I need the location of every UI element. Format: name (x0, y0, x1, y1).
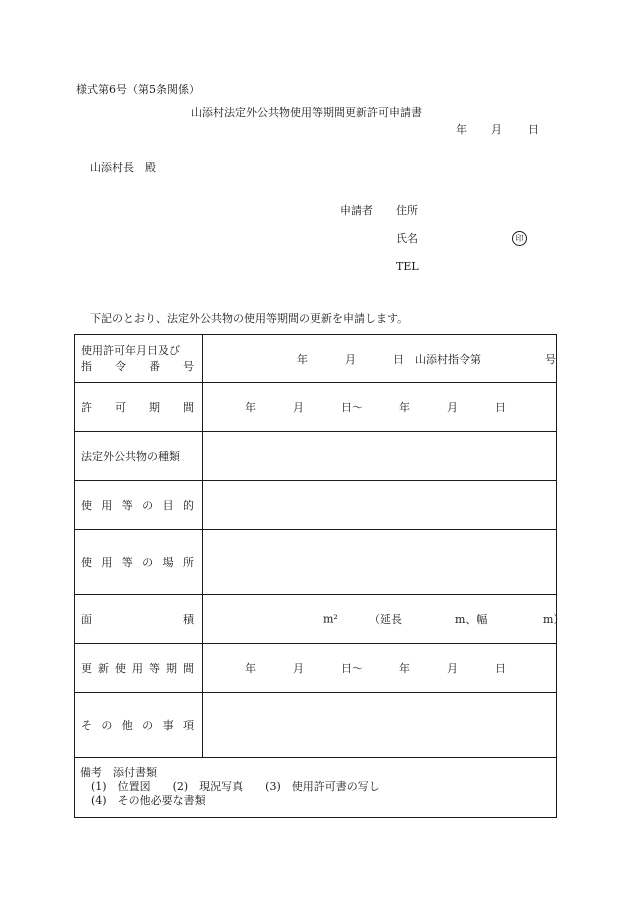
table-row-permit-period (75, 383, 557, 432)
permit-date-label-line1: 使用許可年月日及び (81, 343, 180, 357)
renew-label: 更 新 使 用 等 期 間 (81, 662, 194, 675)
period-end-month: 月 (447, 401, 458, 414)
seal-mark: 印 (512, 231, 527, 246)
area-label-cell (75, 595, 203, 644)
permit-period-field[interactable] (203, 383, 557, 432)
notes-line-2: (4) その他必要な書類 (80, 794, 206, 807)
kind-label: 法定外公共物の種類 (81, 450, 180, 463)
permit-period-label-cell (75, 383, 203, 432)
notes-block (80, 766, 380, 808)
renew-period-field[interactable] (203, 644, 557, 693)
place-label: 使 用 等 の 場 所 (81, 556, 194, 569)
kind-label-cell (75, 432, 203, 481)
notes-line-1: (1) 位置図 (2) 現況写真 (3) 使用許可書の写し (80, 780, 380, 793)
other-label: そ の 他 の 事 項 (81, 719, 194, 732)
permit-date-year: 年 (297, 352, 308, 366)
permit-date-day: 日 (393, 352, 404, 366)
directive-suffix: 号 (545, 352, 556, 366)
table-row-permit-date (75, 335, 557, 383)
period-end-day: 日 (495, 401, 506, 414)
table-row-other (75, 693, 557, 758)
area-label: 面 積 (81, 613, 194, 626)
renew-end-month: 月 (447, 662, 458, 675)
area-field[interactable] (203, 595, 565, 644)
permit-period-label: 許 可 期 間 (81, 401, 194, 414)
applicant-tel-label: TEL (396, 260, 419, 273)
table-row-area (75, 595, 557, 644)
other-label-cell (75, 693, 203, 758)
renew-end-year: 年 (399, 662, 410, 675)
renew-start-day: 日～ (341, 662, 363, 675)
applicant-address-label: 住所 (396, 204, 418, 217)
period-end-year: 年 (399, 401, 410, 414)
purpose-label-cell (75, 481, 203, 530)
purpose-label: 使 用 等 の 目 的 (81, 499, 194, 512)
permit-date-month: 月 (345, 352, 356, 366)
applicant-name-label: 氏名 (396, 232, 418, 245)
table-row-renew-period (75, 644, 557, 693)
period-start-month: 月 (293, 401, 304, 414)
area-width-unit: m） (543, 613, 565, 626)
period-start-day: 日～ (341, 401, 363, 414)
renew-start-year: 年 (245, 662, 256, 675)
directive-prefix: 山添村指令第 (415, 352, 481, 366)
permit-date-label (75, 335, 203, 383)
other-field[interactable] (203, 693, 557, 758)
renew-end-day: 日 (495, 662, 506, 675)
area-sqm-unit: m² (323, 612, 338, 626)
intro-text: 下記のとおり、法定外公共物の使用等期間の更新を申請します。 (90, 312, 409, 325)
permit-date-label-line2: 指 令 番 号 (81, 359, 194, 373)
renew-label-cell (75, 644, 203, 693)
purpose-field[interactable] (203, 481, 557, 530)
area-length-label: （延長 (369, 613, 402, 626)
notes-header: 備考 添付書類 (80, 766, 157, 779)
period-start-year: 年 (245, 401, 256, 414)
application-table (74, 334, 565, 818)
date-year: 年 (456, 123, 467, 136)
table-row-kind (75, 432, 557, 481)
date-month: 月 (491, 123, 502, 136)
kind-field[interactable] (203, 432, 557, 481)
date-day: 日 (528, 123, 539, 136)
table-row-place (75, 530, 557, 595)
addressee: 山添村長 殿 (90, 161, 156, 174)
table-row-purpose (75, 481, 557, 530)
form-title: 山添村法定外公共物使用等期間更新許可申請書 (191, 106, 422, 119)
place-field[interactable] (203, 530, 557, 595)
applicant-label: 申請者 (340, 204, 373, 217)
place-label-cell (75, 530, 203, 595)
permit-date-field[interactable] (203, 335, 557, 383)
area-width-label: m、幅 (455, 613, 488, 626)
renew-start-month: 月 (293, 662, 304, 675)
form-number: 様式第6号（第5条関係） (76, 83, 200, 96)
